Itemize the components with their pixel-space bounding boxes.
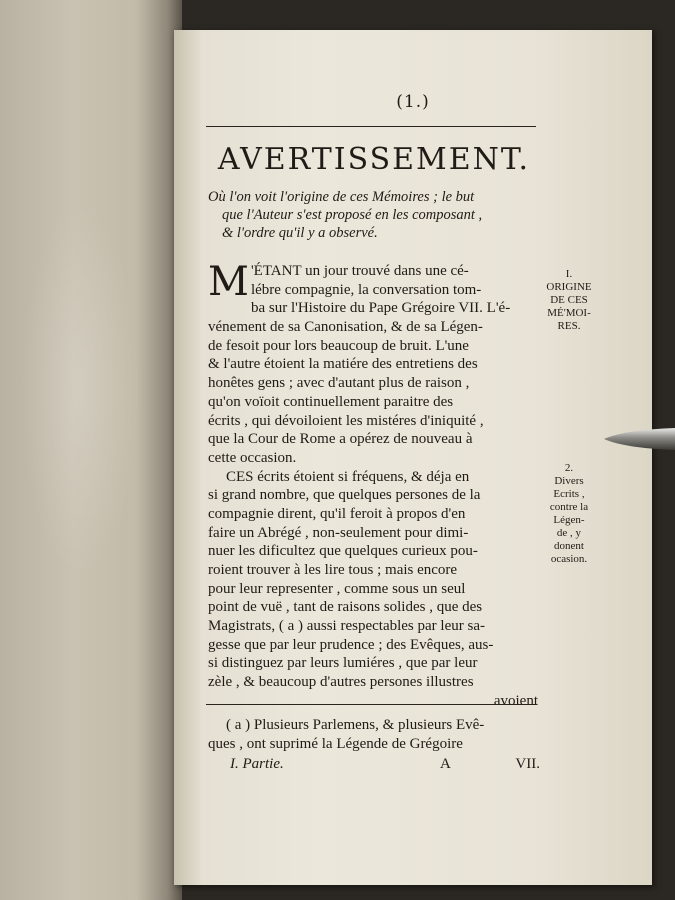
margin-note-line: Ecrits , [553, 488, 585, 500]
margin-note-line: DE CES [550, 294, 588, 306]
paper-stain [20, 200, 140, 580]
text-line: ba sur l'Histoire du Pape Grégoire VII. L'é- [250, 300, 511, 317]
text-line: que la Cour de Rome a opérez de nouveau à [208, 431, 473, 448]
margin-note-line: ORIGINE [546, 281, 592, 293]
text-line: 'ÉTANT un jour trouvé dans une cé- [250, 263, 469, 279]
signature-letter: A [440, 756, 451, 772]
catchword: VII. [515, 756, 540, 772]
text-line: pour leur representer , comme sous un seul [208, 580, 466, 597]
text-line: & l'autre étoient la matiére des entretiens des [208, 356, 478, 373]
margin-note-line: donent [554, 540, 584, 552]
text-line: compagnie dirent, qu'il feroit à propos d'en [208, 505, 466, 522]
facing-page-left [0, 0, 182, 900]
text-line: nuer les dificultez que quelques curieux pou- [208, 543, 478, 560]
footnote-line: ( a ) Plusieurs Parlemens, & plusieurs Evê- [226, 717, 485, 733]
margin-note-line: RES. [557, 320, 581, 332]
text-line: lébre compagnie, la conversation tom- [250, 281, 482, 298]
margin-note-writings [540, 462, 598, 566]
subtitle-line: que l'Auteur s'est proposé en les composant , [222, 207, 483, 223]
text-line: de fesoit pour lors beaucoup de bruit. L'une [208, 337, 469, 354]
text-line: zèle , & beaucoup d'autres persones illustres [208, 674, 474, 691]
signature-line [230, 756, 540, 773]
subtitle-line: Où l'on voit l'origine de ces Mémoires ; le but [208, 189, 475, 205]
signature-part: I. Partie. [230, 756, 284, 772]
text-line: gesse que par leur prudence ; des Evêques, aus- [208, 636, 494, 653]
margin-note-line: Divers [554, 475, 584, 487]
margin-note-origin [540, 268, 598, 333]
body-text [208, 259, 538, 711]
footnote-rule [206, 704, 536, 705]
drop-cap: M [208, 259, 249, 305]
chapter-subtitle [208, 188, 538, 242]
text-line: si distinguez par leurs lumiéres , que par leur [208, 655, 478, 672]
text-line: qu'on voïoit continuellement paraitre des [208, 393, 454, 410]
footnote [208, 716, 538, 753]
margin-note-line: contre la [549, 501, 589, 513]
text-line: honêtes gens ; avec d'autant plus de raison , [208, 375, 470, 392]
footnote-line: ques , ont suprimé la Légende de Grégoire [208, 735, 463, 752]
page-title: AVERTISSEMENT. [217, 142, 531, 177]
margin-note-line: MÉ'MOI- [547, 307, 591, 319]
text-line: point de vuë , tant de raisons solides , que des [208, 599, 483, 616]
page-number: (1.) [396, 92, 430, 112]
margin-note-line: Légen- [553, 514, 585, 526]
text-line: roient trouver à les lire tous ; mais encore [208, 562, 458, 578]
margin-note-line: I. [565, 268, 573, 280]
margin-note-line: de , y [556, 527, 582, 539]
margin-note-line: 2. [564, 462, 574, 474]
metal-pointer-icon [604, 424, 675, 454]
text-line: vénement de sa Canonisation, & de sa Légen- [208, 319, 483, 336]
subtitle-line: & l'ordre qu'il y a observé. [222, 225, 378, 241]
text-line: cette occasion. [208, 449, 297, 466]
text-line: CES écrits étoient si fréquens, & déja en [226, 468, 470, 485]
text-line: si grand nombre, que quelques persones de la [208, 487, 481, 504]
header-rule [206, 126, 536, 127]
margin-note-line: ocasion. [550, 553, 588, 565]
text-line: écrits , qui dévoiloient les mistéres d'iniquité , [208, 412, 484, 429]
catchword-line: avoient [493, 692, 538, 709]
text-line: Magistrats, ( a ) aussi respectables par leur sa- [208, 618, 485, 635]
book-page [174, 30, 652, 885]
text-line: faire un Abrégé , non-seulement pour dimi- [208, 524, 469, 541]
